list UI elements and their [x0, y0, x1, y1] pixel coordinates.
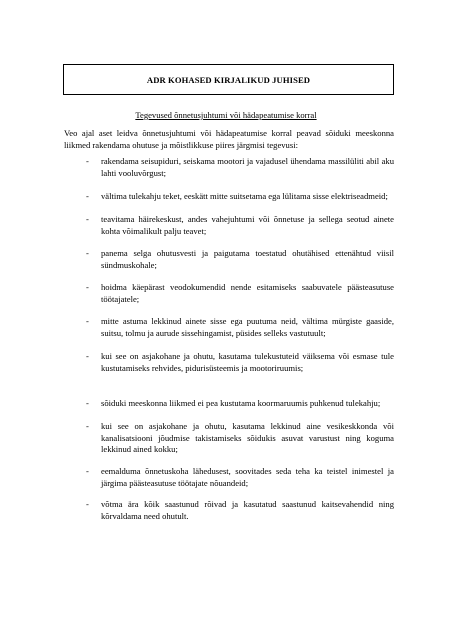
list-item-text: vältima tulekahju teket, eeskätt mitte suitsetama ega lülitama sisse elektriseadmeid;	[101, 191, 388, 201]
list-bullet: -	[86, 248, 89, 258]
intro-paragraph: Veo ajal aset leidva õnnetusjuhtumi või hädapeatumise korral peavad sõiduki meeskonna liikmed rakendama ohutuse ja mõistlikkuse piires järgmisi tegevusi:	[64, 128, 394, 150]
list-bullet: -	[86, 466, 89, 476]
list-item-text: kui see on asjakohane ja ohutu, kasutama lekkinud aine vesikeskkonda või kanalisatsiooni jõudmise takistamiseks sõidukis asuvat varustust ning koguma lekkinud ained kokku;	[101, 421, 394, 454]
document-title: ADR KOHASED KIRJALIKUD JUHISED	[146, 74, 311, 85]
list-bullet: -	[86, 156, 89, 166]
list-bullet: -	[86, 282, 89, 292]
list-item-text: panema selga ohutusvesti ja paigutama toestatud ohutähised ettenähtud viisil sündmuskohale;	[101, 248, 394, 270]
list-bullet: -	[86, 499, 89, 509]
list-item-text: mitte astuma lekkinud ainete sisse ega puutuma neid, vältima mürgiste gaaside, suitsu, tolmu ja aurude sissehingamist, püsides selleks vastutuult;	[101, 316, 394, 338]
list-bullet: -	[86, 191, 89, 201]
list-bullet: -	[86, 316, 89, 326]
list-item-text: hoidma käepärast veodokumendid nende esitamiseks saabuvatele päästeasutuse töötajatele;	[101, 282, 394, 304]
list-item-text: eemalduma õnnetuskoha lähedusest, soovitades seda teha ka teistel inimestel ja järgima päästeasutuse töötajate nõuandeid;	[101, 466, 394, 488]
list-bullet: -	[86, 421, 89, 431]
list-bullet: -	[86, 351, 89, 361]
list-item-text: võtma ära kõik saastunud rõivad ja kasutatud saastunud kaitsevahendid ning kõrvaldama need ohutult.	[101, 499, 394, 521]
list-item-text: sõiduki meeskonna liikmed ei pea kustutama koormaruumis puhkenud tulekahju;	[101, 398, 381, 408]
list-item-text: rakendama seisupiduri, seiskama mootori ja vajadusel ühendama massilüliti abil aku lahti vooluvõrgust;	[101, 156, 394, 178]
section-subtitle: Tegevused õnnetusjuhtumi või hädapeatumise korral	[135, 110, 317, 120]
document-title-box	[63, 64, 394, 95]
list-item-text: teavitama häirekeskust, andes vahejuhtumi või õnnetuse ja sellega seotud ainete kohta võimalikult palju teavet;	[101, 214, 394, 236]
list-bullet: -	[86, 398, 89, 408]
list-item-text: kui see on asjakohane ja ohutu, kasutama tulekustuteid väiksema või esmase tule kustutamiseks rehvides, pidurisüsteemis ja mootoriruumis;	[101, 351, 394, 373]
list-bullet: -	[86, 214, 89, 224]
